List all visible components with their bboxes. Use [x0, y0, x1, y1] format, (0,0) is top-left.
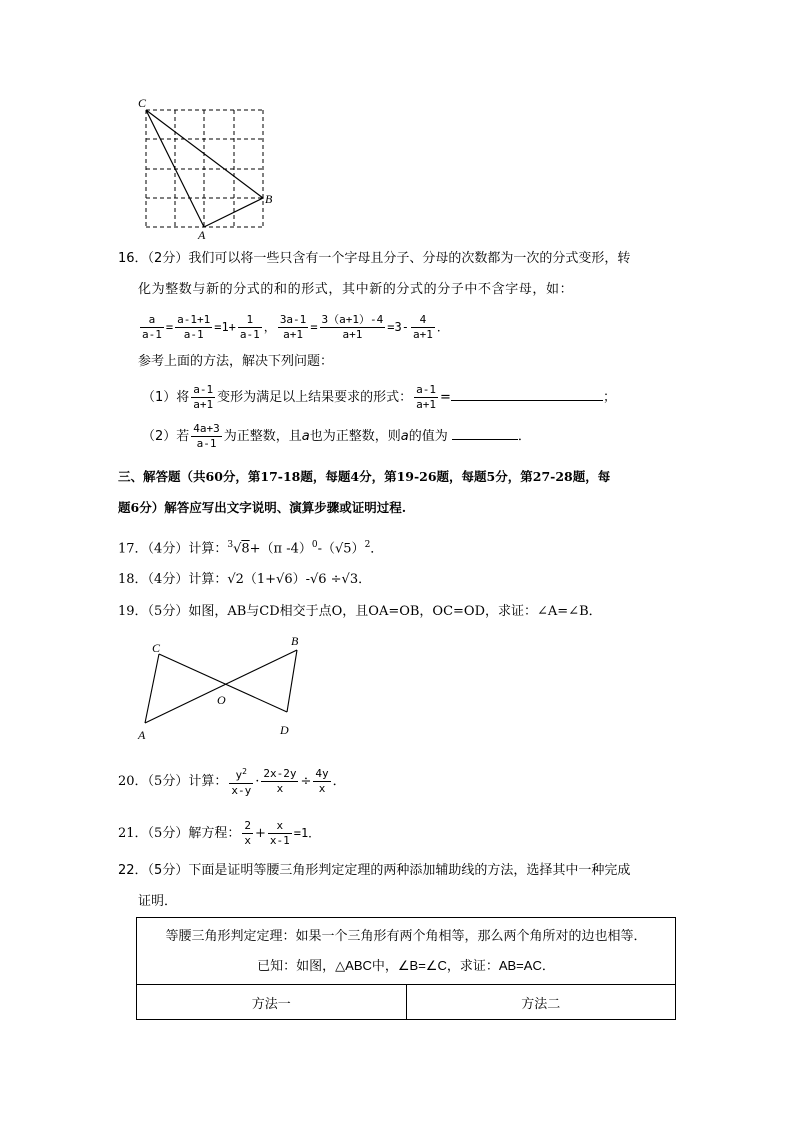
q21-frac1: $\frac{2}{x}$	[244, 819, 251, 847]
ex4-frac: $\frac{3a-1}{a+1}$	[279, 313, 307, 341]
p1-frac: $\frac{a-1}{a+1}$	[193, 383, 214, 411]
q16-part2: （2）若 $\frac{4a+3}{a-1}$ 为正整数，且a也为正整数，则a的值为 ．	[142, 422, 531, 450]
ex5-frac: $\frac{3(a+1)-4}{a+1}$	[321, 313, 384, 341]
ex6-frac: $\frac{4}{a+1}$	[412, 313, 433, 341]
q18: 18．（4分）计算：√2（1+√6）-√6 ÷√3．	[118, 572, 372, 587]
theorem-statement: 等腰三角形判定定理：如果一个三角形有两个角相等，那么两个角所对的边也相等．	[165, 928, 647, 943]
bowtie-label-a: A	[138, 728, 146, 742]
q17: 17．（4分）计算：$^3$√8+（π $-4)^0-(√5)^2$．	[118, 540, 384, 557]
method2-cell: 方法二	[406, 985, 676, 1020]
grid-label-c: C	[138, 96, 147, 110]
bowtie-label-b: B	[291, 634, 299, 648]
theorem-given: 已知：如图，△ABC中，∠B=∠C，求证：AB=AC．	[257, 958, 555, 973]
ex1-frac: $\frac{a}{a-1}$	[142, 313, 162, 341]
q20-frac1: $\frac{y^2}{x-y}$	[231, 767, 252, 797]
q16-line1: 16．（2分）我们可以将一些只含有一个字母且分子、分母的次数都为一次的分式变形，转	[118, 251, 631, 266]
grid-triangle-figure	[130, 95, 290, 240]
q21: 21．（5分）解方程： $\frac{2}{x}$ + $\frac{x}{x-1}$ =1．	[118, 819, 321, 847]
p1-answer-blank[interactable]	[451, 400, 603, 401]
bowtie-label-c: C	[152, 641, 161, 655]
q20-frac2: $\frac{2x-2y}{x}$	[263, 767, 297, 795]
q22-line1: 22．（5分）下面是证明等腰三角形判定定理的两种添加辅助线的方法，选择其中一种完成	[118, 863, 631, 878]
p1-frac2: $\frac{a-1}{a+1}$	[416, 383, 437, 411]
theorem-cell	[137, 918, 676, 985]
q20-frac3: $\frac{4y}{x}$	[315, 767, 329, 795]
ex2-frac: $\frac{a-1+1}{a-1}$	[177, 313, 211, 341]
theorem-table	[136, 917, 676, 1020]
q22-line2: 证明．	[138, 894, 178, 909]
grid-label-a: A	[198, 228, 206, 240]
q20: 20．（5分）计算： $\frac{y^2}{x-y}$ · $\frac{2x-2y}{x}$ ÷ $\frac{4y}{x}$ ．	[118, 767, 346, 797]
q16-line2: 化为整数与新的分式的和的形式，其中新的分式的分子中不含字母，如：	[138, 282, 574, 297]
q16-part1: （1）将 $\frac{a-1}{a+1}$ 变形为满足以上结果要求的形式： $\frac{a-1}{a+1}$ = ；	[142, 383, 616, 411]
bowtie-label-o: O	[217, 693, 226, 707]
bowtie-label-d: D	[280, 723, 289, 737]
q16-example-line: $\frac{a}{a-1}$ = $\frac{a-1+1}{a-1}$ =1+ $\frac{1}{a-1}$ ， $\frac{3a-1}{a+1}$ = $\frac{3(a+1)-4}{a+1}$ =3- $\frac{4}{a+1}$ ．	[142, 313, 449, 341]
q21-frac2: $\frac{x}{x-1}$	[269, 819, 290, 847]
q16-method-hint: 参考上面的方法，解决下列问题：	[138, 354, 334, 369]
bowtie-figure	[132, 632, 312, 744]
ex3-frac: $\frac{1}{a-1}$	[239, 313, 260, 341]
grid-label-b: B	[265, 192, 273, 206]
q19: 19．（5分）如图，AB与CD相交于点O，且OA=OB，OC=OD，求证：∠A=∠B．	[118, 604, 602, 619]
section3-header-line1: 三、解答题（共60分，第17-18题，每题4分，第19-26题，每题5分，第27-28题，每	[118, 469, 611, 484]
method1-cell: 方法一	[137, 985, 407, 1020]
section3-header-line2: 题6分）解答应写出文字说明、演算步骤或证明过程.	[118, 500, 407, 515]
p2-frac: $\frac{4a+3}{a-1}$	[193, 422, 220, 450]
p2-answer-blank[interactable]	[452, 439, 518, 440]
